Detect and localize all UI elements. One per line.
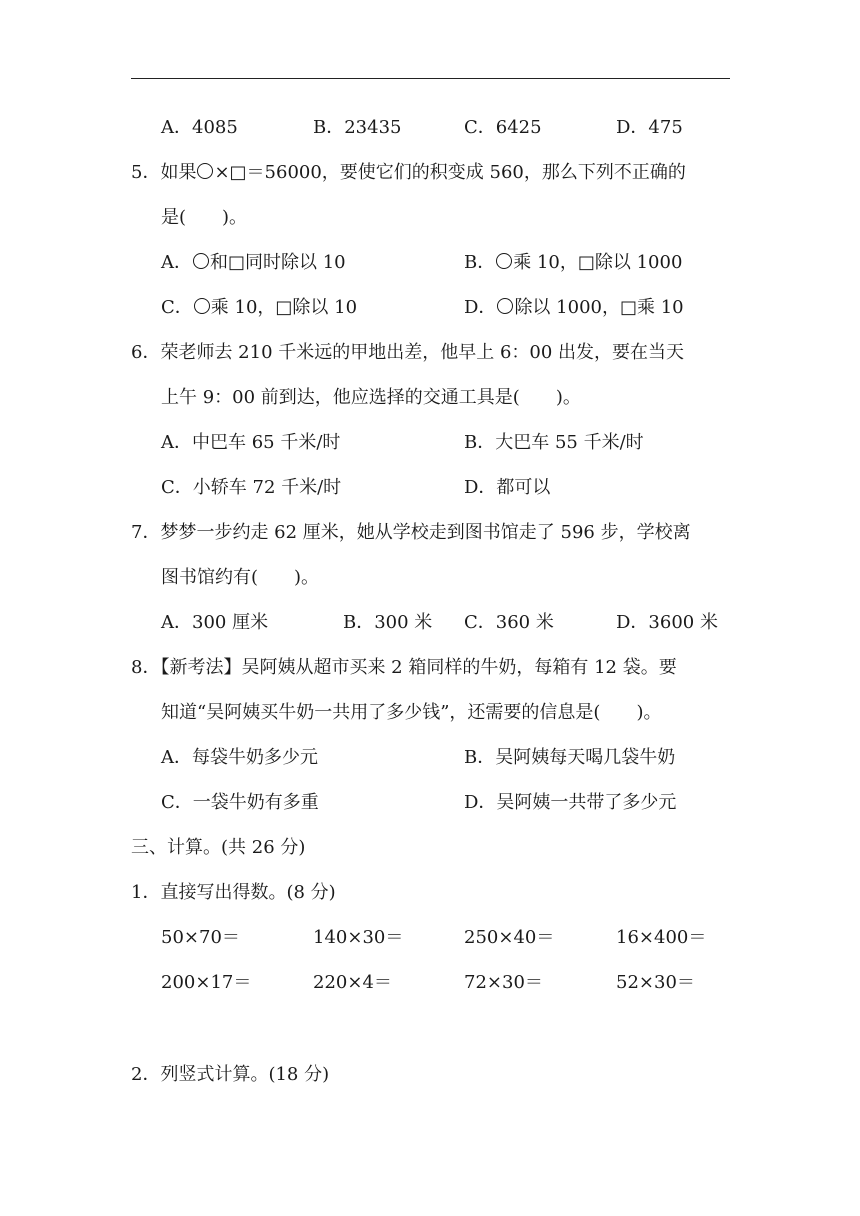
section3-q1-title: 1．直接写出得数。(8 分) bbox=[131, 882, 336, 903]
section3-title: 三、计算。(共 26 分) bbox=[131, 837, 306, 858]
circle-symbol-icon bbox=[197, 163, 213, 179]
q7-option-b: B．300 米 bbox=[343, 612, 433, 633]
q5-option-c-label: C． bbox=[161, 297, 193, 318]
calc-item: 220×4＝ bbox=[313, 972, 392, 993]
calc-item: 72×30＝ bbox=[464, 972, 543, 993]
q6-option-a: A．中巴车 65 千米/时 bbox=[161, 432, 341, 453]
q6-option-c: C．小轿车 72 千米/时 bbox=[161, 477, 342, 498]
q8-text-a: 知道“吴阿姨买牛奶一共用了多少钱”，还需要的信息是( bbox=[161, 702, 601, 723]
q8-option-c: C．一袋牛奶有多重 bbox=[161, 792, 319, 813]
q7-text-b: )。 bbox=[294, 567, 320, 588]
q5-option-d-label: D． bbox=[464, 297, 497, 318]
q4-option-b: B．23435 bbox=[313, 117, 402, 138]
q4-option-d: D．475 bbox=[616, 117, 683, 138]
q8-option-a: A．每袋牛奶多少元 bbox=[161, 747, 318, 768]
q7-option-c: C．360 米 bbox=[464, 612, 554, 633]
calc-item: 16×400＝ bbox=[616, 927, 707, 948]
calc-item: 140×30＝ bbox=[313, 927, 404, 948]
q8-option-b: B．吴阿姨每天喝几袋牛奶 bbox=[464, 747, 676, 768]
q6-text-b: )。 bbox=[555, 387, 581, 408]
q5-option-d-text: 除以 1000，□乘 10 bbox=[514, 297, 684, 318]
q5-option-b-text: 乘 10，□除以 1000 bbox=[513, 252, 683, 273]
q5-stem-line1 bbox=[131, 161, 686, 185]
q5-option-a-label: A． bbox=[161, 252, 192, 273]
calc-item: 200×17＝ bbox=[161, 972, 252, 993]
q5-option-c-text: 乘 10，□除以 10 bbox=[210, 297, 358, 318]
q7-stem-line2 bbox=[161, 566, 319, 590]
q7-text-a: 图书馆约有( bbox=[161, 567, 259, 588]
q5-text-c: 是( bbox=[161, 207, 187, 228]
q5-text-b: ×□＝56000，要使它们的积变成 560，那么下列不正确的 bbox=[214, 162, 686, 183]
q6-stem-line2 bbox=[161, 386, 581, 410]
calc-item: 52×30＝ bbox=[616, 972, 695, 993]
q5-option-a-text: 和□同时除以 10 bbox=[210, 252, 346, 273]
circle-symbol-icon bbox=[194, 298, 210, 314]
q5-option-b bbox=[464, 251, 682, 275]
q5-number: 5． bbox=[131, 162, 161, 183]
q5-option-a bbox=[161, 251, 346, 275]
q7-option-a: A．300 厘米 bbox=[161, 612, 269, 633]
calc-item: 50×70＝ bbox=[161, 927, 240, 948]
q6-text-a: 上午 9：00 前到达，他应选择的交通工具是( bbox=[161, 387, 520, 408]
q8-stem-line1: 8．【新考法】吴阿姨从超市买来 2 箱同样的牛奶，每箱有 12 袋。要 bbox=[131, 657, 677, 678]
q7-stem-line1: 7．梦梦一步约走 62 厘米，她从学校走到图书馆走了 596 步，学校离 bbox=[131, 522, 691, 543]
section3-q2-title: 2．列竖式计算。(18 分) bbox=[131, 1064, 330, 1085]
header-rule bbox=[131, 78, 730, 79]
circle-symbol-icon bbox=[193, 253, 209, 269]
q8-stem-line2 bbox=[161, 701, 661, 725]
q5-text-a: 如果 bbox=[160, 162, 197, 183]
q5-text-d: )。 bbox=[222, 207, 248, 228]
q6-stem-line1: 6．荣老师去 210 千米远的甲地出差，他早上 6：00 出发，要在当天 bbox=[131, 342, 685, 363]
circle-symbol-icon bbox=[496, 253, 512, 269]
q7-option-d: D．3600 米 bbox=[616, 612, 718, 633]
q6-option-b: B．大巴车 55 千米/时 bbox=[464, 432, 644, 453]
q6-option-d: D．都可以 bbox=[464, 477, 551, 498]
circle-symbol-icon bbox=[497, 298, 513, 314]
q5-option-b-label: B． bbox=[464, 252, 496, 273]
q8-text-b: )。 bbox=[636, 702, 662, 723]
calc-item: 250×40＝ bbox=[464, 927, 555, 948]
q5-option-c bbox=[161, 296, 357, 320]
q5-option-d bbox=[464, 296, 684, 320]
q4-option-a: A．4085 bbox=[161, 117, 238, 138]
q5-stem-line2 bbox=[161, 206, 247, 230]
q8-option-d: D．吴阿姨一共带了多少元 bbox=[464, 792, 677, 813]
q4-option-c: C．6425 bbox=[464, 117, 542, 138]
